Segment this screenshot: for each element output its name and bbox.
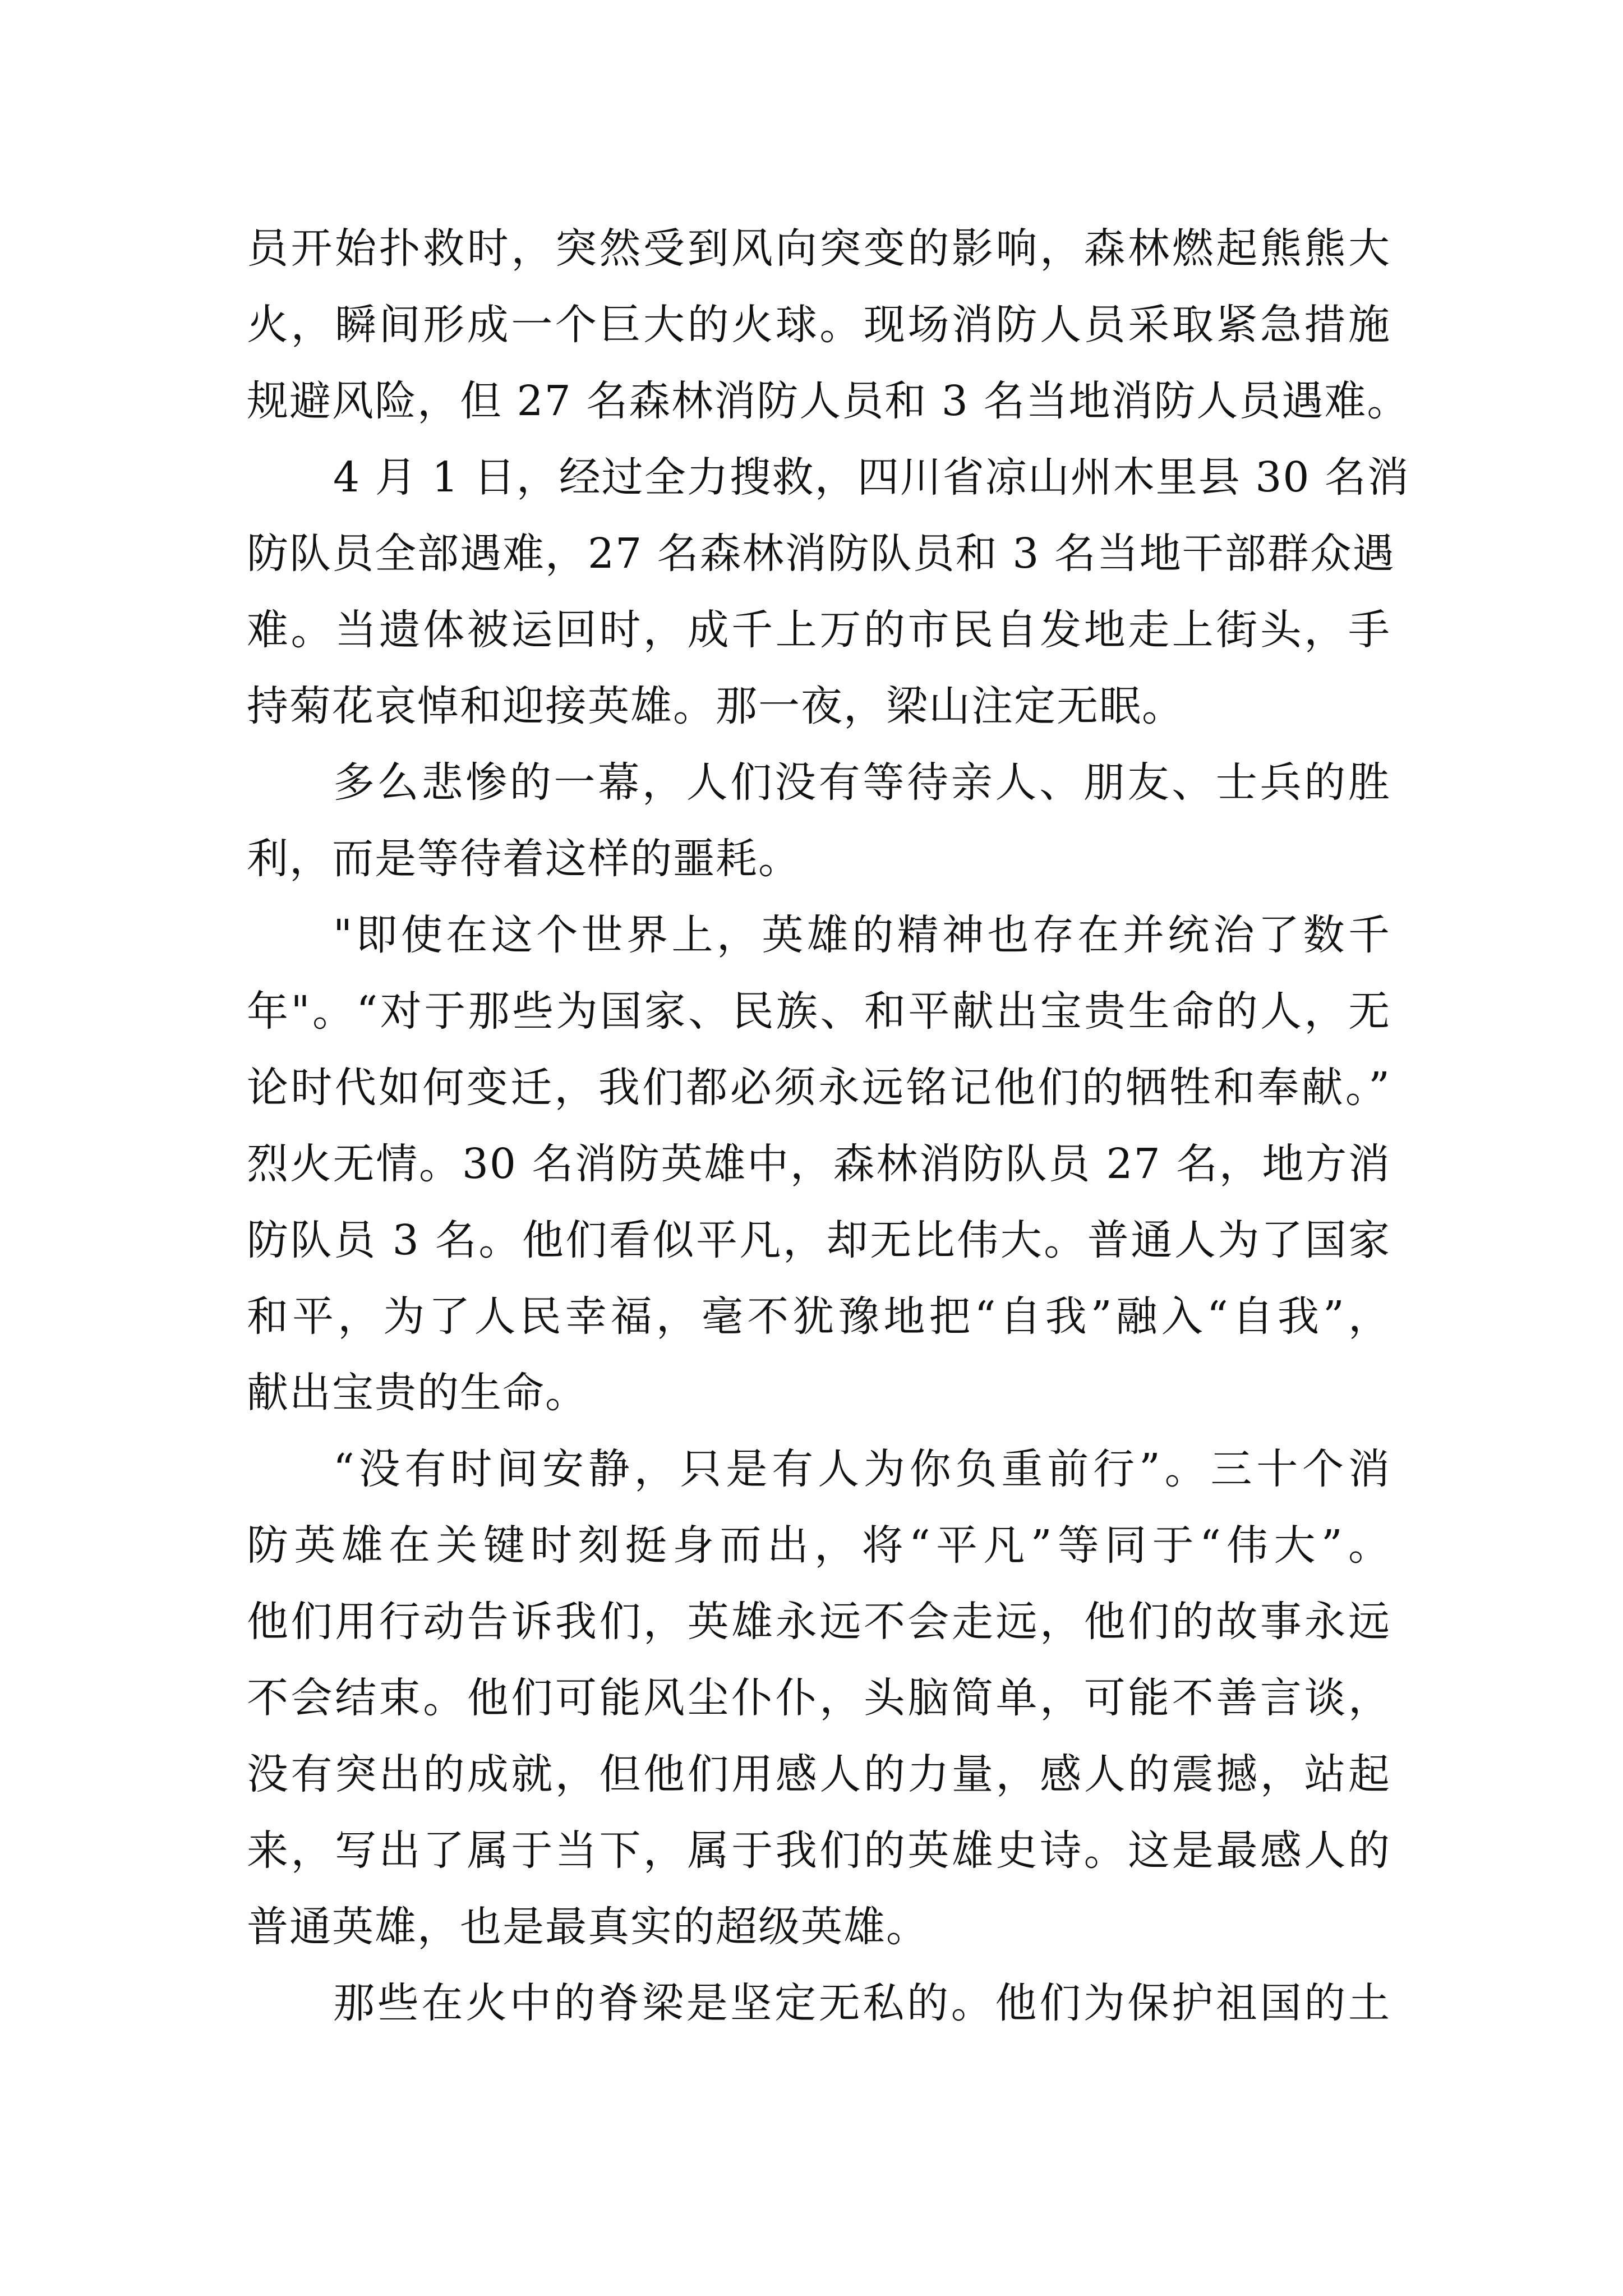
text-line: 火，瞬间形成一个巨大的火球。现场消防人员采取紧急措施	[247, 301, 1391, 349]
text-line: 防队员 3 名。他们看似平凡，却无比伟大。普通人为了国家	[247, 1216, 1391, 1264]
text-line: 年"。“对于那些为国家、民族、和平献出宝贵生命的人，无	[247, 987, 1391, 1036]
paragraph-start-line: "即使在这个世界上，英雄的精神也存在并统治了数千	[333, 911, 1391, 959]
paragraph-start-line: 4 月 1 日，经过全力搜救，四川省凉山州木里县 30 名消	[333, 453, 1410, 501]
text-line: 他们用行动告诉我们，英雄永远不会走远，他们的故事永远	[247, 1598, 1391, 1646]
text-line: 没有突出的成就，但他们用感人的力量，感人的震撼，站起	[247, 1750, 1391, 1798]
text-line: 烈火无情。30 名消防英雄中，森林消防队员 27 名，地方消	[247, 1140, 1391, 1188]
text-line: 防队员全部遇难，27 名森林消防队员和 3 名当地干部群众遇	[247, 530, 1395, 578]
paragraph-start-line: 那些在火中的脊梁是坚定无私的。他们为保护祖国的土	[333, 1979, 1391, 2027]
text-line: 献出宝贵的生命。	[247, 1369, 588, 1417]
text-line: 利，而是等待着这样的噩耗。	[247, 835, 801, 883]
text-line: 员开始扑救时，突然受到风向突变的影响，森林燃起熊熊大	[247, 224, 1391, 273]
text-line: 来，写出了属于当下，属于我们的英雄史诗。这是最感人的	[247, 1826, 1391, 1875]
text-line: 论时代如何变迁，我们都必须永远铭记他们的牺牲和奉献。”	[247, 1064, 1391, 1112]
paragraph-start-line: 多么悲惨的一幕，人们没有等待亲人、朋友、士兵的胜	[333, 758, 1391, 807]
text-line: 防英雄在关键时刻挺身而出，将“平凡”等同于“伟大”。	[247, 1521, 1391, 1570]
text-line: 和平，为了人民幸福，毫不犹豫地把“自我”融入“自我”，	[247, 1292, 1391, 1341]
paragraph-start-line: “没有时间安静，只是有人为你负重前行”。三十个消	[333, 1445, 1391, 1493]
document-body	[247, 210, 1410, 2041]
text-line: 不会结束。他们可能风尘仆仆，头脑简单，可能不善言谈，	[247, 1674, 1391, 1722]
text-line: 普通英雄，也是最真实的超级英雄。	[247, 1903, 929, 1951]
text-line: 持菊花哀悼和迎接英雄。那一夜，梁山注定无眠。	[247, 682, 1184, 730]
text-line: 规避风险，但 27 名森林消防人员和 3 名当地消防人员遇难。	[247, 377, 1410, 425]
text-line: 难。当遗体被运回时，成千上万的市民自发地走上街头，手	[247, 606, 1391, 654]
